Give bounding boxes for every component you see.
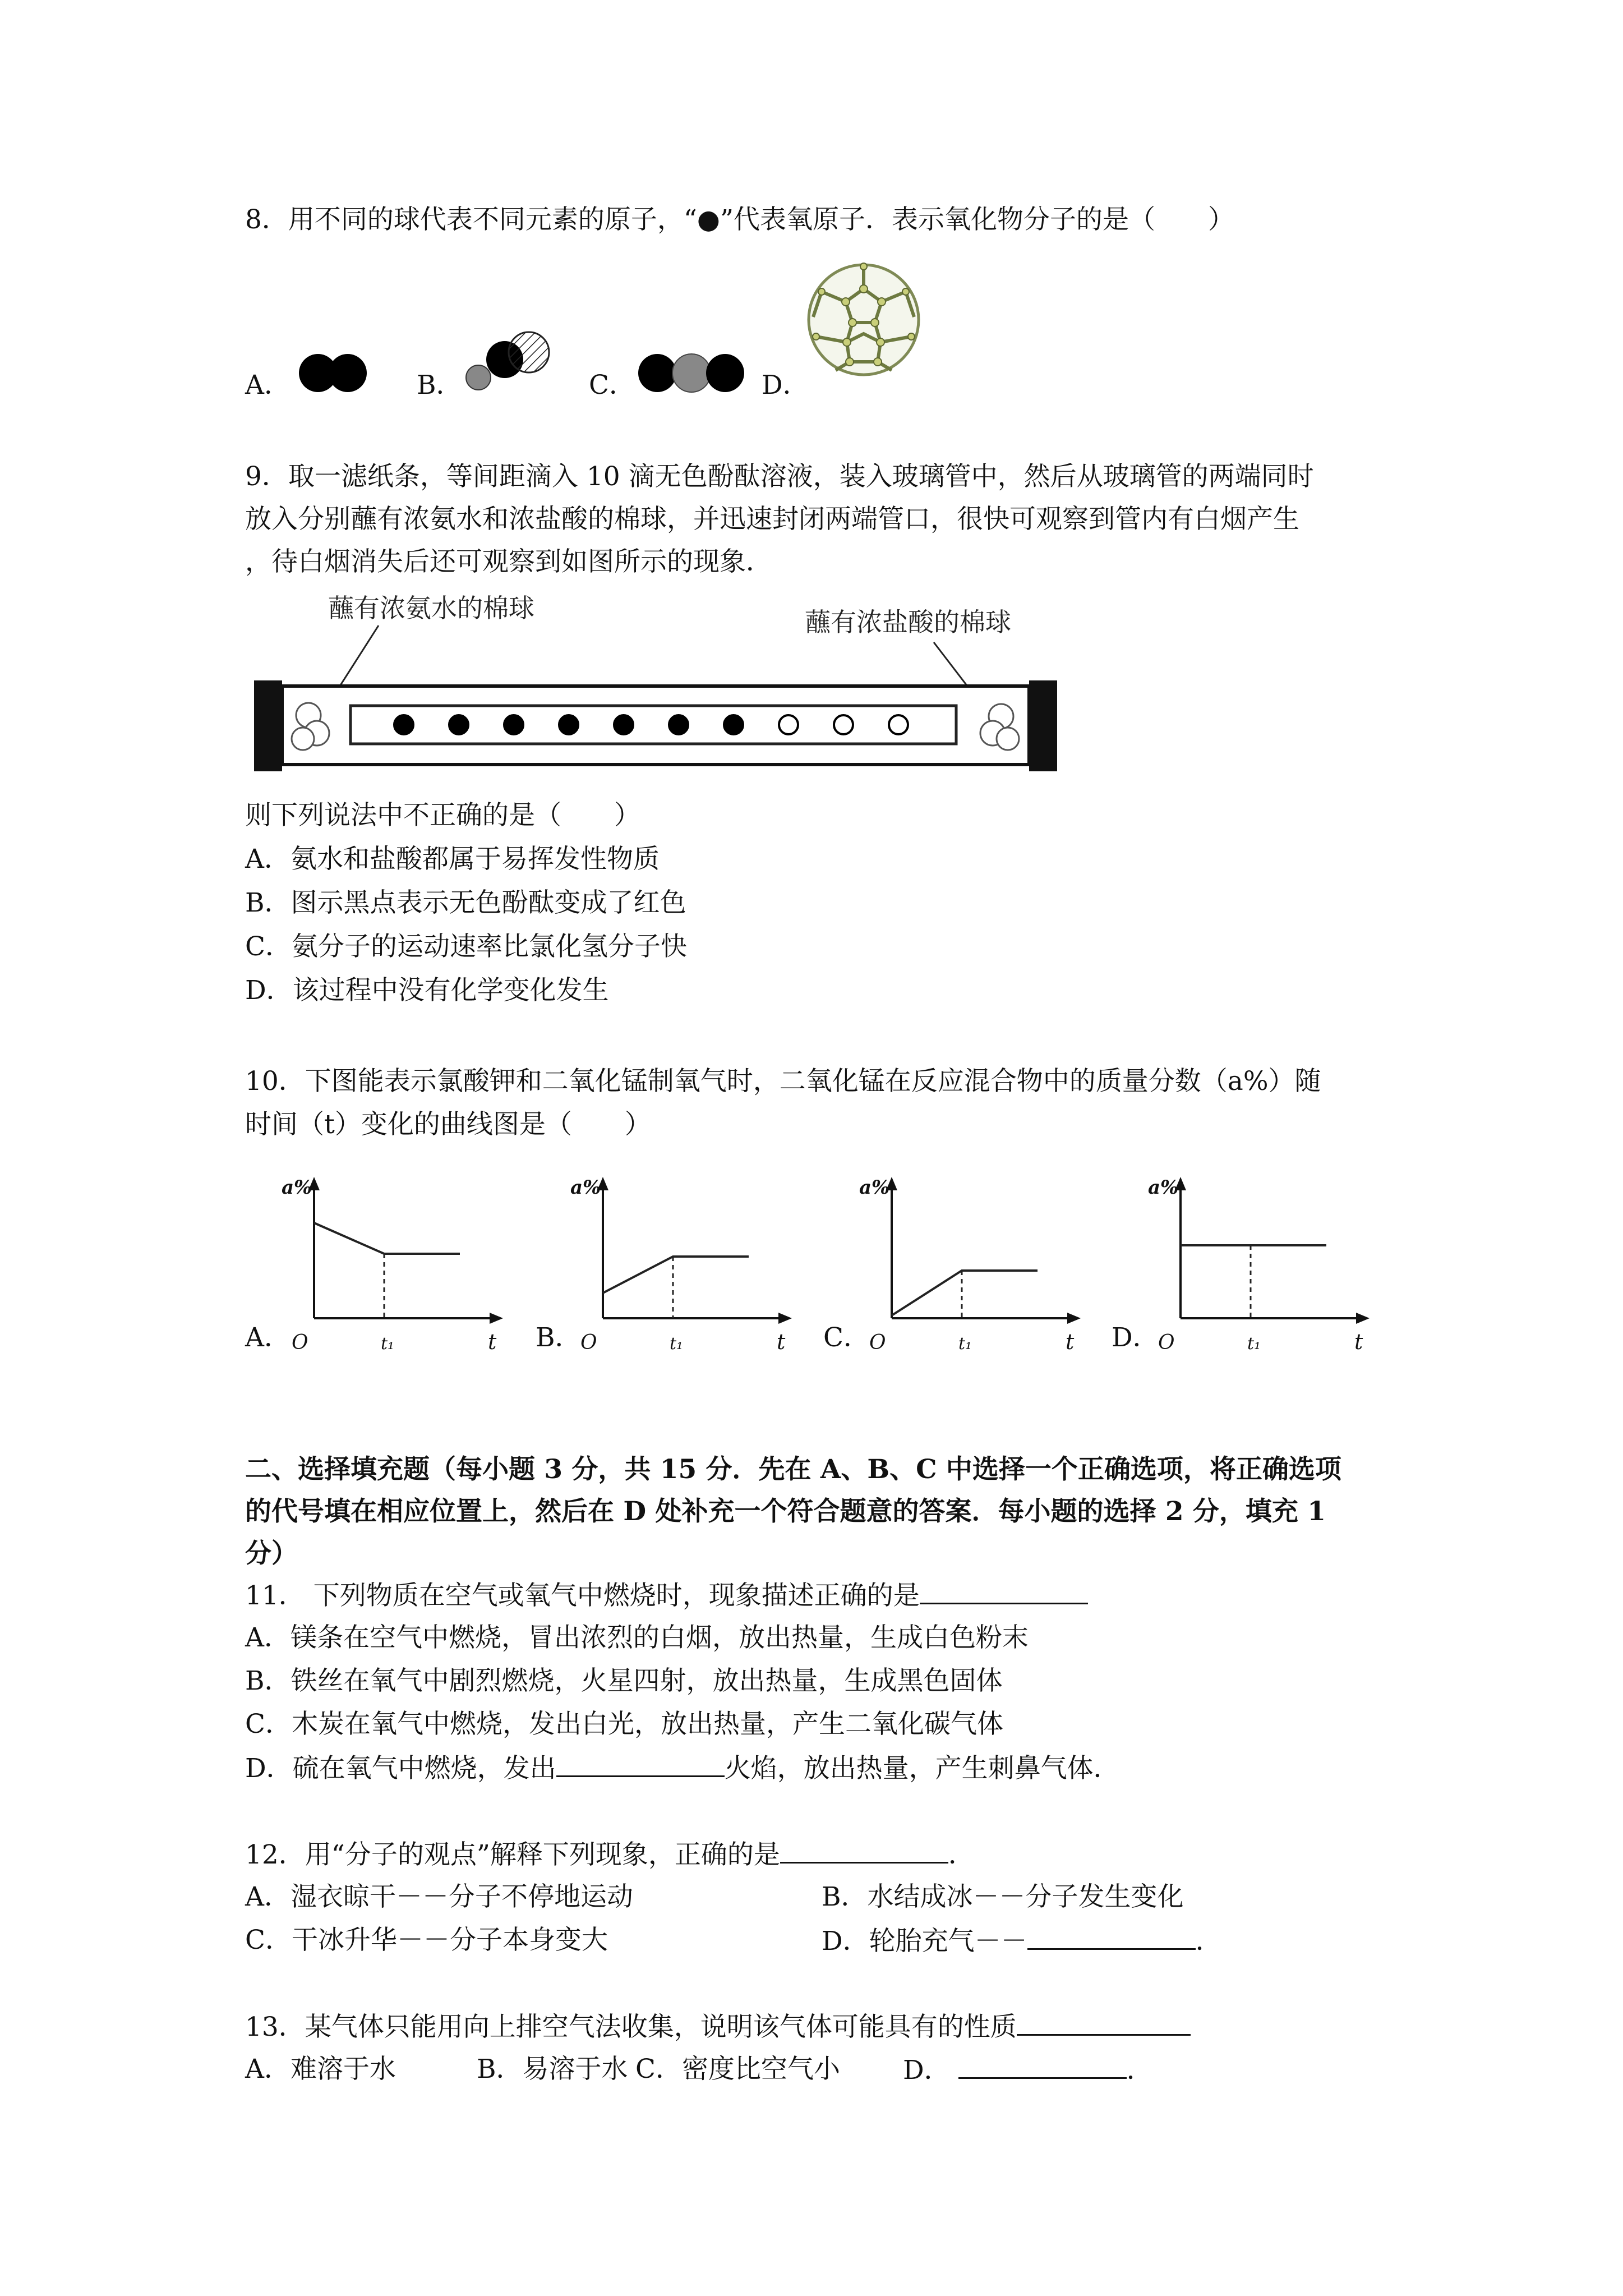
q9-black-dot [669,715,688,734]
q9-option-b[interactable]: B．图示黑点表示无色酚酞变成了红色 [245,887,686,918]
t1-label: t₁ [381,1334,395,1352]
q12-option-c[interactable]: C．干冰升华－－分子本身变大 [245,1925,608,1955]
origin-label: O [580,1331,597,1352]
graph-curve [892,1271,1038,1315]
q9-left-label: 蘸有浓氨水的棉球 [328,593,534,623]
x-axis-arrow [1356,1313,1370,1324]
q8-option-a-label[interactable]: A． [245,370,291,401]
q9-black-dot [559,715,578,734]
graph-curve [603,1257,749,1293]
section2-heading-line-3: 分） [245,1538,298,1569]
section2-heading-line-2: 的代号填在相应位置上，然后在 D 处补充一个符合题意的答案．每小题的选择 2 分，填充 1 [245,1496,1326,1527]
y-axis-label: a% [1148,1176,1179,1199]
q8-option-c-label[interactable]: C． [589,370,635,401]
q11-option-b[interactable]: B．铁丝在氧气中剧烈燃烧，火星四射，放出热量，生成黑色固体 [245,1665,1003,1696]
q10-option-b-label[interactable]: B． [536,1322,582,1353]
q13-option-d[interactable] [903,2053,1153,2087]
q12-option-d-end: ． [1195,1926,1222,1957]
q9-black-dot [449,715,468,734]
x-axis-label: t [488,1329,497,1352]
q9-white-dot [834,715,853,734]
q11-option-d-text-before: D．硫在氧气中燃烧，发出 [245,1753,556,1784]
q12-stem-line [245,1837,975,1872]
origin-label: O [869,1331,886,1352]
q12-option-d[interactable] [822,1924,1222,1958]
q13-option-c[interactable]: C．密度比空气小 [635,2054,840,2085]
q8-option-d-label[interactable]: D． [762,370,809,401]
graph-curve [314,1223,460,1254]
q12-stem: 12．用“分子的观点”解释下列现象，正确的是 [245,1839,780,1870]
q10-stem-line-1: 10．下图能表示氯酸钾和二氧化锰制氧气时，二氧化锰在反应混合物中的质量分数（a%）随 [245,1066,1321,1097]
q11-option-c[interactable]: C．木炭在氧气中燃烧，发出白光，放出热量，产生二氧化碳气体 [245,1709,1003,1740]
t1-label: t₁ [958,1334,972,1352]
q12-option-d-blank[interactable] [1027,1924,1196,1950]
x-axis-label: t [1066,1329,1075,1352]
q9-question: 则下列说法中不正确的是（ ） [245,800,640,831]
q8-stem: 8．用不同的球代表不同元素的原子，“●”代表氧原子．表示氧化物分子的是（ ） [245,204,1234,235]
x-axis-label: t [777,1329,786,1352]
q8-option-a-molecule [294,348,373,398]
q10-stem-line-2: 时间（t）变化的曲线图是（ ） [245,1109,651,1140]
q12-stem-end: ． [948,1839,975,1870]
x-axis-label: t [1354,1329,1363,1352]
q9-black-dot [504,715,523,734]
q12-answer-blank[interactable] [780,1837,948,1864]
t1-label: t₁ [670,1334,684,1352]
q10-graph-b [569,1167,794,1352]
q12-option-a[interactable]: A．湿衣晾干－－分子不停地运动 [245,1881,633,1912]
q9-option-d[interactable]: D．该过程中没有化学变化发生 [245,975,609,1006]
q9-stem-line-2: 放入分别蘸有浓氨水和浓盐酸的棉球，并迅速封闭两端管口，很快可观察到管内有白烟产生 [245,504,1299,535]
q11-option-d[interactable] [245,1751,1120,1786]
y-axis-label: a% [570,1176,601,1199]
q9-black-dot [394,715,413,734]
q12-option-b[interactable]: B．水结成冰－－分子发生变化 [822,1881,1184,1912]
q11-stem-line [245,1578,1088,1613]
q9-option-a[interactable]: A．氨水和盐酸都属于易挥发性物质 [245,844,660,875]
q8-option-d-fullerene [802,258,925,381]
q9-stem-line-1: 9．取一滤纸条，等间距滴入 10 滴无色酚酞溶液，装入玻璃管中，然后从玻璃管的两端同时 [245,461,1314,492]
q11-stem: 11． 下列物质在空气或氧气中燃烧时，现象描述正确的是 [245,1580,920,1611]
q9-white-dot [889,715,908,734]
q9-right-label: 蘸有浓盐酸的棉球 [805,607,1011,637]
q13-stem-line [245,2009,1191,2044]
q13-answer-blank[interactable] [1017,2009,1191,2036]
x-axis-arrow [490,1313,503,1324]
q13-stem: 13．某气体只能用向上排空气法收集，说明该气体可能具有的性质 [245,2012,1017,2042]
q10-option-a-label[interactable]: A． [245,1322,291,1353]
q11-answer-blank[interactable] [920,1578,1088,1604]
section2-heading-line-1: 二、选择填充题（每小题 3 分，共 15 分．先在 A、B、C 中选择一个正确选项，将正确选项 [245,1454,1341,1485]
q13-option-d-end: ． [1126,2055,1153,2086]
q9-white-dot [779,715,798,734]
t1-label: t₁ [1247,1334,1261,1352]
q9-option-c[interactable]: C．氨分子的运动速率比氯化氢分子快 [245,931,687,962]
q11-option-d-blank[interactable] [556,1751,725,1777]
q10-option-c-label[interactable]: C． [823,1322,870,1353]
q13-option-b[interactable]: B．易溶于水 [477,2054,628,2085]
q13-option-d-text: D． [903,2055,951,2086]
y-axis-label: a% [859,1176,890,1199]
origin-label: O [1158,1331,1175,1352]
q9-black-dot [614,715,633,734]
q9-stem-line-3: ，待白烟消失后还可观察到如图所示的现象． [245,546,772,577]
q8-option-b-molecule [463,328,552,395]
q9-black-dot [724,715,743,734]
q8-option-b-label[interactable]: B． [417,370,463,401]
q8-option-c-molecule [634,348,763,398]
origin-label: O [292,1331,308,1352]
y-axis-label: a% [282,1176,312,1199]
q11-option-d-text-after: 火焰，放出热量，产生刺鼻气体． [724,1753,1120,1784]
q10-graph-c [858,1167,1082,1352]
q10-option-d-label[interactable]: D． [1112,1322,1159,1353]
q11-option-a[interactable]: A．镁条在空气中燃烧，冒出浓烈的白烟，放出热量，生成白色粉末 [245,1622,1029,1653]
q13-option-a[interactable]: A．难溶于水 [245,2054,396,2085]
x-axis-arrow [1067,1313,1081,1324]
q10-graph-a [280,1167,505,1352]
q12-option-d-text: D．轮胎充气－－ [822,1926,1027,1957]
q13-option-d-blank[interactable] [958,2053,1127,2079]
q9-glass-tube-figure [250,586,1068,788]
x-axis-arrow [778,1313,792,1324]
q10-graph-d [1147,1167,1371,1352]
